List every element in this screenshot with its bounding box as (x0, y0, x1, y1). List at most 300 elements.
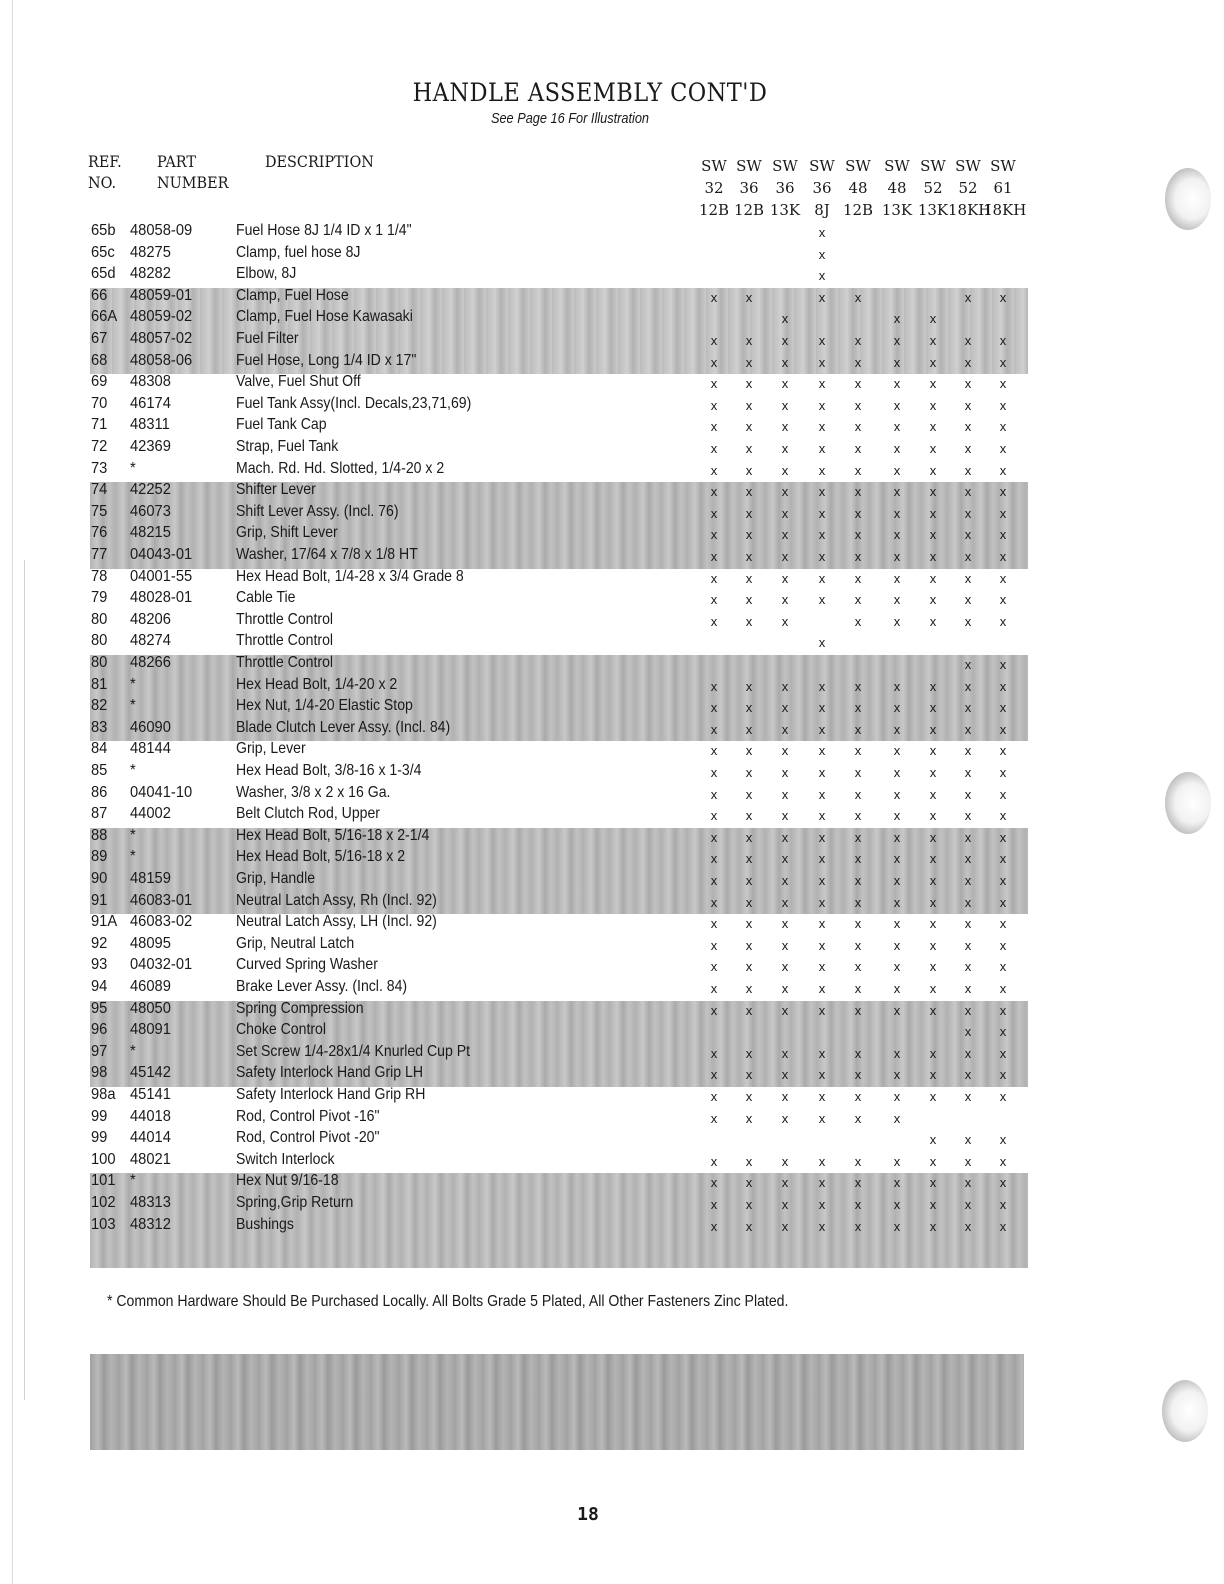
fitment-mark: x (745, 851, 753, 867)
fitment-mark: x (929, 678, 937, 694)
table-row (0, 740, 1060, 761)
fitment-mark: x (818, 462, 826, 478)
fitment-mark: x (893, 894, 901, 910)
fitment-mark: x (929, 700, 937, 716)
description-cell: Throttle Control (236, 654, 334, 671)
part-number-cell: * (130, 762, 136, 779)
model-header-line2: 48 (848, 179, 868, 197)
fitment-mark: x (964, 1197, 972, 1212)
fitment-mark: x (710, 397, 718, 413)
ref-cell: 74 (91, 481, 108, 499)
fitment-mark: x (781, 1045, 789, 1061)
ref-cell: 96 (91, 1021, 108, 1039)
fitment-mark: x (999, 1045, 1007, 1061)
table-row (0, 244, 1060, 265)
ref-cell: 98a (91, 1086, 116, 1103)
fitment-mark: x (781, 1110, 789, 1126)
fitment-mark: x (854, 873, 862, 888)
fitment-mark: x (999, 657, 1007, 672)
model-header-line1: SW (845, 157, 871, 175)
fitment-mark: x (745, 743, 753, 759)
description-cell: Spring,Grip Return (236, 1194, 354, 1211)
fitment-mark: x (781, 851, 789, 867)
fitment-mark: x (999, 527, 1007, 543)
part-number-cell: 48028-01 (130, 589, 193, 607)
fitment-mark: x (929, 1153, 937, 1169)
fitment-mark: x (710, 743, 718, 759)
part-number-cell: 48144 (130, 740, 171, 758)
fitment-mark: x (818, 635, 826, 651)
fitment-mark: x (999, 613, 1007, 629)
fitment-mark: x (999, 419, 1007, 435)
ref-cell: 69 (91, 373, 108, 391)
fitment-mark: x (745, 721, 753, 737)
fitment-mark: x (929, 1197, 937, 1212)
part-number-cell: 42252 (130, 481, 171, 499)
fitment-mark: x (929, 721, 937, 737)
fitment-mark: x (893, 613, 901, 629)
description-cell: Fuel Hose 8J 1/4 ID x 1 1/4" (236, 222, 412, 239)
description-cell: Neutral Latch Assy, LH (Incl. 92) (236, 913, 437, 931)
part-number-cell: 48311 (130, 416, 170, 434)
fitment-mark: x (781, 1002, 789, 1018)
fitment-mark: x (893, 959, 901, 975)
description-cell: Curved Spring Washer (236, 956, 378, 974)
fitment-mark: x (929, 981, 937, 996)
fitment-mark: x (999, 743, 1007, 759)
fitment-mark: x (710, 354, 718, 370)
fitment-mark: x (854, 484, 862, 500)
fitment-mark: x (781, 765, 789, 780)
part-number-cell: 48057-02 (130, 330, 193, 347)
ref-cell: 100 (91, 1150, 116, 1168)
model-header (729, 155, 769, 221)
fitment-mark: x (893, 397, 901, 413)
fitment-mark: x (781, 462, 789, 478)
fitment-mark: x (854, 937, 862, 953)
table-row (0, 568, 1060, 589)
description-cell: Set Screw 1/4-28x1/4 Knurled Cup Pt (236, 1042, 471, 1060)
fitment-mark: x (818, 570, 826, 586)
fitment-mark: x (781, 397, 789, 413)
fitment-mark: x (893, 1218, 901, 1234)
fitment-mark: x (893, 700, 901, 716)
model-header-line3: 12B (733, 201, 765, 219)
model-header-line1: SW (809, 157, 835, 175)
ref-cell: 75 (91, 502, 108, 520)
fitment-mark: x (964, 592, 972, 608)
description-cell: Hex Head Bolt, 1/4-20 x 2 (236, 675, 398, 693)
fitment-mark: x (818, 397, 826, 413)
table-row (0, 1108, 1060, 1129)
fitment-mark: x (999, 354, 1007, 370)
fitment-mark: x (818, 1089, 826, 1104)
fitment-mark: x (854, 1218, 862, 1234)
fitment-mark: x (999, 397, 1007, 413)
fitment-mark: x (854, 678, 862, 694)
fitment-mark: x (999, 700, 1007, 716)
description-cell: Throttle Control (236, 632, 334, 650)
table-row (0, 1151, 1060, 1172)
model-header-line3: 12B (698, 201, 730, 219)
fitment-mark: x (854, 354, 862, 370)
fitment-mark: x (929, 808, 937, 824)
table-row (0, 481, 1060, 502)
fitment-mark: x (929, 959, 937, 975)
part-number-cell: 46174 (130, 394, 171, 412)
fitment-mark: x (964, 1132, 972, 1148)
part-number-cell: 42369 (130, 438, 171, 455)
table-row (0, 265, 1060, 286)
fitment-mark: x (818, 829, 826, 845)
part-number-cell: * (130, 826, 136, 844)
fitment-mark: x (893, 1153, 901, 1169)
fitment-mark: x (745, 678, 753, 694)
fitment-mark: x (893, 851, 901, 867)
fitment-mark: x (964, 397, 972, 413)
fitment-mark: x (818, 419, 826, 435)
fitment-mark: x (964, 1089, 972, 1104)
fitment-mark: x (710, 441, 718, 456)
table-row (0, 352, 1060, 373)
fitment-mark: x (818, 1067, 826, 1083)
fitment-mark: x (854, 1175, 862, 1191)
fitment-mark: x (893, 527, 901, 543)
fitment-mark: x (999, 462, 1007, 478)
ref-cell: 65b (91, 222, 116, 239)
fitment-mark: x (854, 527, 862, 543)
fitment-mark: x (929, 1067, 937, 1083)
table-row (0, 308, 1060, 329)
fitment-mark: x (893, 743, 901, 759)
fitment-mark: x (710, 505, 718, 521)
fitment-mark: x (710, 1153, 718, 1169)
page-number: 18 (577, 1504, 599, 1525)
ref-cell: 95 (91, 999, 108, 1017)
model-header-line1: SW (990, 157, 1016, 175)
table-row (0, 762, 1060, 783)
table-row (0, 719, 1060, 740)
fitment-mark: x (999, 937, 1007, 953)
ref-cell: 80 (91, 610, 108, 628)
description-cell: Grip, Handle (236, 870, 316, 887)
fitment-mark: x (854, 1153, 862, 1169)
fitment-mark: x (818, 1045, 826, 1061)
fitment-mark: x (745, 376, 753, 392)
description-cell: Mach. Rd. Hd. Slotted, 1/4-20 x 2 (236, 459, 445, 477)
ref-cell: 87 (91, 805, 108, 823)
ref-cell: 83 (91, 718, 108, 736)
part-number-cell: * (130, 697, 136, 715)
fitment-mark: x (929, 873, 937, 888)
punch-hole (1165, 168, 1211, 230)
part-number-cell: 44018 (130, 1107, 171, 1125)
fitment-mark: x (818, 959, 826, 975)
ref-cell: 99 (91, 1129, 108, 1147)
table-row (0, 373, 1060, 394)
model-header-line1: SW (772, 157, 798, 175)
fitment-mark: x (781, 484, 789, 500)
ref-header (88, 151, 122, 193)
table-row (0, 978, 1060, 999)
fitment-mark: x (781, 959, 789, 975)
ref-cell: 72 (91, 438, 108, 455)
fitment-mark: x (781, 505, 789, 521)
ref-cell: 99 (91, 1107, 108, 1125)
table-row (0, 1021, 1060, 1042)
fitment-mark: x (929, 354, 937, 370)
table-row (0, 784, 1060, 805)
model-header (694, 155, 734, 221)
table-row (0, 589, 1060, 610)
fitment-mark: x (964, 549, 972, 564)
part-number-cell: 48313 (130, 1194, 171, 1211)
ref-header-line2: NO. (88, 173, 117, 192)
fitment-mark: x (929, 1089, 937, 1104)
table-row (0, 827, 1060, 848)
fitment-mark: x (781, 333, 789, 348)
fitment-mark: x (854, 333, 862, 348)
model-header (838, 155, 878, 221)
fitment-mark: x (964, 570, 972, 586)
fitment-mark: x (964, 484, 972, 500)
fitment-mark: x (745, 1153, 753, 1169)
fitment-mark: x (781, 981, 789, 996)
fitment-mark: x (964, 700, 972, 716)
description-header: DESCRIPTION (265, 152, 374, 171)
part-number-cell: 48312 (130, 1215, 171, 1233)
fitment-mark: x (745, 1218, 753, 1234)
fitment-mark: x (964, 376, 972, 392)
fitment-mark: x (854, 376, 862, 392)
table-row (0, 438, 1060, 459)
fitment-mark: x (854, 981, 862, 996)
fitment-mark: x (745, 916, 753, 932)
fitment-mark: x (854, 570, 862, 586)
fitment-mark: x (929, 786, 937, 802)
fitment-mark: x (710, 462, 718, 478)
ref-cell: 91A (91, 913, 118, 931)
fitment-mark: x (745, 505, 753, 521)
fitment-mark: x (710, 1110, 718, 1126)
fitment-mark: x (818, 527, 826, 543)
table-row (0, 870, 1060, 891)
fitment-mark: x (929, 916, 937, 932)
fitment-mark: x (818, 333, 826, 348)
fitment-mark: x (999, 873, 1007, 888)
fitment-mark: x (964, 419, 972, 435)
ref-cell: 78 (91, 567, 108, 585)
fitment-mark: x (818, 873, 826, 888)
ref-cell: 79 (91, 589, 108, 607)
fitment-mark: x (854, 1045, 862, 1061)
fitment-mark: x (929, 1132, 937, 1148)
fitment-mark: x (929, 376, 937, 392)
fitment-mark: x (964, 1153, 972, 1169)
fitment-mark: x (893, 873, 901, 888)
fitment-mark: x (745, 484, 753, 500)
description-cell: Fuel Filter (236, 330, 299, 347)
fitment-mark: x (818, 246, 826, 262)
ref-cell: 65d (91, 265, 116, 283)
ref-cell: 65c (91, 243, 115, 261)
fitment-mark: x (854, 592, 862, 608)
ref-cell: 94 (91, 978, 108, 995)
fitment-mark: x (745, 873, 753, 888)
fitment-mark: x (710, 613, 718, 629)
description-cell: Safety Interlock Hand Grip LH (236, 1064, 424, 1082)
fitment-mark: x (854, 613, 862, 629)
fitment-mark: x (781, 1153, 789, 1169)
model-header-line2: 36 (775, 179, 795, 197)
fitment-mark: x (929, 743, 937, 759)
fitment-mark: x (710, 700, 718, 716)
fitment-mark: x (854, 743, 862, 759)
part-number-cell: 48050 (130, 999, 171, 1017)
fitment-mark: x (854, 289, 862, 305)
model-header-line2: 32 (704, 179, 724, 197)
fitment-mark: x (929, 484, 937, 500)
model-header (765, 155, 805, 221)
part-number-cell: 04032-01 (130, 956, 193, 974)
part-header (157, 151, 228, 193)
description-cell: Washer, 17/64 x 7/8 x 1/8 HT (236, 546, 418, 563)
ref-cell: 89 (91, 848, 108, 866)
fitment-mark: x (745, 937, 753, 953)
page-subtitle: See Page 16 For Illustration (490, 110, 650, 127)
fitment-mark: x (818, 1153, 826, 1169)
description-cell: Blade Clutch Lever Assy. (Incl. 84) (236, 718, 451, 736)
description-cell: Hex Head Bolt, 1/4-28 x 3/4 Grade 8 (236, 567, 464, 585)
fitment-mark: x (929, 592, 937, 608)
part-number-cell: 46090 (130, 718, 171, 736)
fitment-mark: x (781, 376, 789, 392)
fitment-mark: x (893, 1110, 901, 1126)
description-cell: Fuel Tank Cap (236, 416, 327, 434)
fitment-mark: x (964, 1045, 972, 1061)
fitment-mark: x (999, 981, 1007, 996)
fitment-mark: x (893, 462, 901, 478)
table-row (0, 697, 1060, 718)
fitment-mark: x (781, 527, 789, 543)
fitment-mark: x (964, 765, 972, 780)
ref-cell: 66 (91, 286, 108, 304)
description-cell: Shifter Lever (236, 481, 316, 499)
fitment-mark: x (818, 268, 826, 284)
fitment-mark: x (710, 1175, 718, 1191)
fitment-mark: x (818, 1002, 826, 1018)
table-row (0, 503, 1060, 524)
fitment-mark: x (893, 786, 901, 802)
part-number-cell: * (130, 848, 136, 866)
fitment-mark: x (854, 1067, 862, 1083)
part-number-cell: 46083-01 (130, 891, 193, 909)
fitment-mark: x (929, 894, 937, 910)
fitment-mark: x (893, 981, 901, 996)
fitment-mark: x (818, 289, 826, 305)
fitment-mark: x (745, 1110, 753, 1126)
fitment-mark: x (893, 678, 901, 694)
fitment-mark: x (710, 678, 718, 694)
fitment-mark: x (964, 657, 972, 672)
fitment-mark: x (964, 894, 972, 910)
fitment-mark: x (818, 1197, 826, 1212)
table-row (0, 395, 1060, 416)
fitment-mark: x (818, 851, 826, 867)
fitment-mark: x (893, 505, 901, 521)
fitment-mark: x (854, 700, 862, 716)
part-number-cell: 45141 (130, 1086, 171, 1103)
fitment-mark: x (781, 937, 789, 953)
table-row (0, 287, 1060, 308)
fitment-mark: x (999, 894, 1007, 910)
fitment-mark: x (710, 1067, 718, 1083)
fitment-mark: x (964, 1067, 972, 1083)
fitment-mark: x (999, 549, 1007, 564)
fitment-mark: x (854, 916, 862, 932)
ref-cell: 73 (91, 459, 108, 477)
part-number-cell: 46089 (130, 978, 171, 995)
fitment-mark: x (818, 743, 826, 759)
part-number-cell: 48215 (130, 524, 171, 542)
fitment-mark: x (999, 505, 1007, 521)
table-row (0, 524, 1060, 545)
fitment-mark: x (818, 786, 826, 802)
description-cell: Grip, Lever (236, 740, 306, 758)
table-row (0, 1000, 1060, 1021)
fitment-mark: x (781, 592, 789, 608)
part-number-cell: 48206 (130, 610, 171, 628)
fitment-mark: x (893, 376, 901, 392)
model-header-line3: 13K (769, 201, 801, 219)
fitment-mark: x (781, 916, 789, 932)
fitment-mark: x (964, 786, 972, 802)
fitment-mark: x (818, 549, 826, 564)
fitment-mark: x (964, 1175, 972, 1191)
model-header-line2: 52 (923, 179, 943, 197)
fitment-mark: x (999, 1153, 1007, 1169)
part-header-line2: NUMBER (157, 173, 229, 192)
model-header-line3: 18KH (948, 201, 992, 219)
description-cell: Shift Lever Assy. (Incl. 76) (236, 502, 399, 520)
fitment-mark: x (781, 311, 789, 327)
fitment-mark: x (745, 700, 753, 716)
description-cell: Clamp, fuel hose 8J (236, 243, 361, 261)
fitment-mark: x (854, 959, 862, 975)
ref-cell: 82 (91, 697, 108, 715)
description-cell: Strap, Fuel Tank (236, 438, 339, 455)
fitment-mark: x (781, 1089, 789, 1104)
description-cell: Cable Tie (236, 589, 296, 607)
fitment-mark: x (999, 829, 1007, 845)
fitment-mark: x (999, 1024, 1007, 1040)
fitment-mark: x (781, 1175, 789, 1191)
description-cell: Bushings (236, 1215, 294, 1233)
fitment-mark: x (710, 527, 718, 543)
fitment-mark: x (745, 894, 753, 910)
model-header-line3: 13K (917, 201, 949, 219)
fitment-mark: x (964, 916, 972, 932)
fitment-mark: x (893, 1045, 901, 1061)
part-number-cell: 48059-01 (130, 286, 193, 304)
fitment-mark: x (964, 289, 972, 305)
fitment-mark: x (854, 786, 862, 802)
fitment-mark: x (999, 851, 1007, 867)
fitment-mark: x (818, 981, 826, 996)
fitment-mark: x (745, 1067, 753, 1083)
description-cell: Switch Interlock (236, 1150, 335, 1168)
fitment-mark: x (893, 721, 901, 737)
